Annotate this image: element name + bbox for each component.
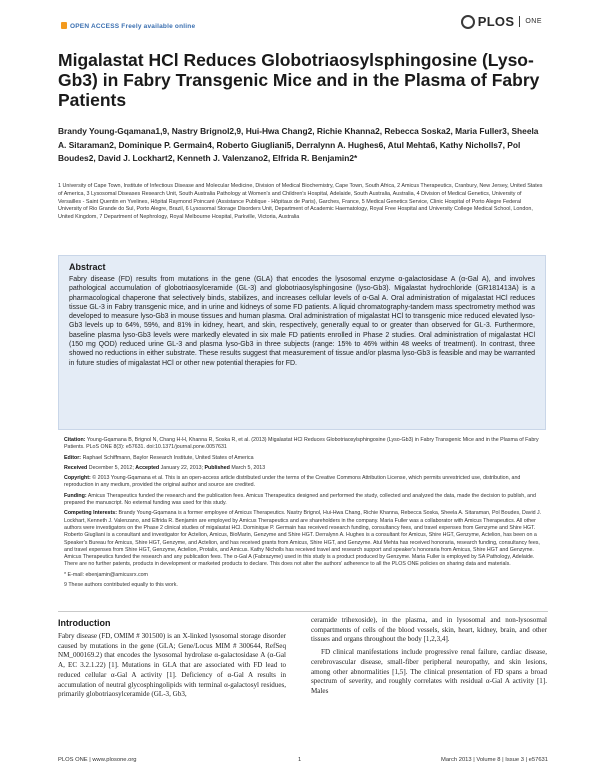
competing-label: Competing Interests: [64,510,117,517]
page-header [0,0,600,40]
intro-paragraph-1: Fabry disease (FD, OMIM # 301500) is an X-linked lysosomal storage disorder caused by mutations in the gene (GLA; Gene/Locus MIM # 300644, RefSeq NM_000169.2) that encodes the lysosomal hydrolase α-galactosidase A (α-Gal A, EC 3.2.1.22) [1]. Mutations in GLA that are associated with FD lead to reduced cellular α-Gal A activity [1]. Deficiency of α-Gal A results in accumulation of neutral glycosphingolipids with terminal α-galactosyl residues, primarily globotriaosylceramide (GL-3, Gb3, [58,632,286,699]
intro-paragraph-2: FD clinical manifestations include progressive renal failure, cardiac disease, cerebrovascular disease, small-fiber peripheral neuropathy, and skin lesions, among other abnormalities [1,5]. The clinical presentation of FD spans a broad spectrum of severity, and roughly correlates with residual α-Gal A activity [1]. Males [311,648,547,695]
open-access-label: OPEN ACCESS Freely available online [60,22,195,30]
accepted-date: January 22, 2013; [160,464,204,471]
funding-text: Amicus Therapeutics funded the research and the publication fees. Amicus Therapeutics designed and performed the study, collected and analyzed the data, made the decision to publish, and prepared the manuscript. No external funding was used for this study. [64,492,537,507]
footer-issue: March 2013 | Volume 8 | Issue 3 | e57631 [441,757,548,763]
received-date: December 5, 2012; [88,464,134,471]
copyright-label: Copyright: [64,475,91,482]
open-lock-icon [61,22,67,29]
author-list: Brandy Young-Gqamana1,9, Nastry Brignol2,9, Hui-Hwa Chang2, Richie Khanna2, Rebecca Soska2, Maria Fuller3, Sheela A. Sitaraman2, Dominique P. Germain4, Roberto Giugliani5, Derralynn A. Hughes6, Atul Mehta6, Kathy Nicholls7, Pol Boudes2, David J. Lockhart2, Kenneth J. Valenzano2, Elfrida R. Benjamin2* [58,126,539,163]
intro-paragraph-1-cont: ceramide trihexoside), in the plasma, and in lysosomal and non-lysosomal compartments of cells of the blood vessels, skin, heart, kidney, brain, and other tissues and organs throughout the body [1,2,3,4]. [311,616,547,644]
footer-journal: PLOS ONE | www.plosone.org [58,757,137,763]
abstract-text: Fabry disease (FD) results from mutations in the gene (GLA) that encodes the lysosomal enzyme α-galactosidase A (α-Gal A), and involves pathological accumulation of globotriaosylceramide (GL-3) and globotriaosylsphingosine (lyso-Gb3). Migalastat hydrochloride (GR181413A) is a pharmacological chaperone that selectively binds, stabilizes, and increases cellular levels of α-Gal A. Oral administration of migalastat HCl reduces tissue GL-3 in Fabry transgenic mice, and in urine and kidneys of some FD patients. A liquid chromatography-tandem mass spectrometry method was developed to measure lyso-Gb3 in mouse tissues and human plasma. Oral administration of migalastat HCl to transgenic mice reduced elevated lyso-Gb3 levels up to 64%, 59%, and 81% in kidney, heart, and skin, respectively, generally equal to or greater than observed for GL-3. Furthermore, baseline plasma lyso-Gb3 levels were markedly elevated in six male FD patients enrolled in Phase 2 studies. Oral administration of migalastat HCl (150 mg QOD) reduced urine GL-3 and plasma lyso-Gb3 in three subjects (range: 15% to 46% within 48 weeks of treatment). In contrast, three showed no reductions in either substrate. These results suggest that measurement of tissue and/or plasma lyso-Gb3 is feasible and may be warranted in future studies of migalastat HCl or other new potential therapies for FD. [69,276,535,367]
brand-sub: ONE [525,18,542,25]
received-label: Received [64,464,88,471]
logo-separator [519,16,520,27]
citation-label: Citation: [64,437,86,443]
abstract-heading: Abstract [69,262,106,272]
published-date: March 5, 2013 [231,464,266,471]
editor-text: Raphael Schiffmann, Baylor Research Institute, United States of America [82,454,254,461]
journal-logo [461,14,542,29]
editor-label: Editor: [64,454,82,461]
funding-row [64,493,544,508]
abstract-box [58,255,546,430]
accepted-label: Accepted [135,464,160,471]
article-title: Migalastat HCl Reduces Globotriaosylsphingosine (Lyso-Gb3) in Fabry Transgenic Mice and in the Plasma of Fabry Patients [58,50,540,110]
published-label: Published [204,464,230,471]
plos-circle-icon [461,15,475,29]
competing-interests-row [64,510,544,568]
article-metadata [64,437,544,592]
dates-row [64,465,544,472]
competing-text: Brandy Young-Gqamana is a former employee of Amicus Therapeutics. Nastry Brignol, Hui-Hwa Chang, Richie Khanna, Rebecca Soska, Sheela A. Sitaraman, Pol Boudes, David J. Lockhart, Kenneth J. Valenzano, and Elfrida R. Benjamin are employed by Amicus Therapeutics and are shareholders in the company. Maria Fuller was a collaborator with Amicus Therapeutics. All other authors were investigators on the Phase 2 clinical studies of migalastat HCl. Dominique P. Germain has received research funding, consultancy fees, and travel expenses from Genzyme and Shire HGT. Roberto Giugliani is a consultant and investigator for Actelion, Amicus, BioMarin, Genzyme and Shire HGT. Derralynn A. Hughes is a consultant for Amicus, Shire HGT, Genzyme, Actelion, has been on a Speaker's Bureau for Amicus, Shire HGT, Genzyme, and Actelion, and has received grants from Amicus, Shire HGT, and Genzyme. Atul Mehta has received honoraria, research funding, consultancy fees, and travel expenses from Shire HGT, Genzyme, Actelion, Protalix, and Amicus. Kathy Nicholls has received travel and research support and speaker's honoraria from Amicus, Shire HGT and Genzyme. Amicus Therapeutics funded the research and any publication fees. The α-Gal A (Fabrazyme) used in this study is a product produced by Genzyme. Maria Fuller is employed by SA Pathology, Adelaide. There are no further patents, products in development or marketed products to declare. This does not alter the authors' adherence to all the PLOS ONE policies on sharing data and materials. [64,510,542,568]
brand-name: PLOS [477,14,515,29]
equal-contribution-note: 9 These authors contributed equally to this work. [64,582,178,589]
section-divider [58,611,548,612]
copyright-row [64,475,544,490]
footer-page-number: 1 [298,757,302,763]
citation-text: Young-Gqamana B, Brignol N, Chang H-H, Khanna R, Soska R, et al. (2013) Migalastat HCl Reduces Globotriaosylsphingosine (Lyso-Gb3) in Fabry Transgenic Mice and in the Plasma of Fabry Patients. PLoS ONE 8(3): e57631. doi:10.1371/journal.pone.0057631 [64,437,539,451]
affiliations: 1 University of Cape Town, Institute of Infectious Disease and Molecular Medicine, Division of Medical Biochemistry, Cape Town, South Africa, 2 Amicus Therapeutics, Cranbury, New Jersey, United States of America, 3 Lysosomal Diseases Research Unit, South Australia Pathology at Women's and Children's Hospital, Adelaide, South Australia, Australia, 4 Division of Medical Genetics, University of Versailles - Saint Quentin en Yvelines, Hôpital Raymond Poincaré (Assistance Publique - Hôpitaux de Paris), Garches, France, 5 Medical Genetics Service, Clinic Hospital of Porto Alegre Federal University of Rio Grande do Sul, Porto Alegre, Brazil, 6 Lysosomal Storage Disorders Unit, Department of Academic Haematology, Royal Free Hospital and University College Medical School, London, United Kingdom, 7 Department of Nephrology, Royal Melbourne Hospital, Parkville, Victoria, Australia [58,183,543,221]
editor-row [64,455,544,462]
left-column [58,618,286,700]
right-column [311,616,547,697]
email-row: * E-mail: ebenjamin@amicusrx.com [64,571,148,578]
introduction-heading: Introduction [58,618,111,628]
citation-row [64,437,544,452]
copyright-text: © 2013 Young-Gqamana et al. This is an open-access article distributed under the terms of the Creative Commons Attribution License, which permits unrestricted use, distribution, and reproduction in any medium, provided the original author and source are credited. [64,475,521,489]
funding-label: Funding: [64,492,87,499]
